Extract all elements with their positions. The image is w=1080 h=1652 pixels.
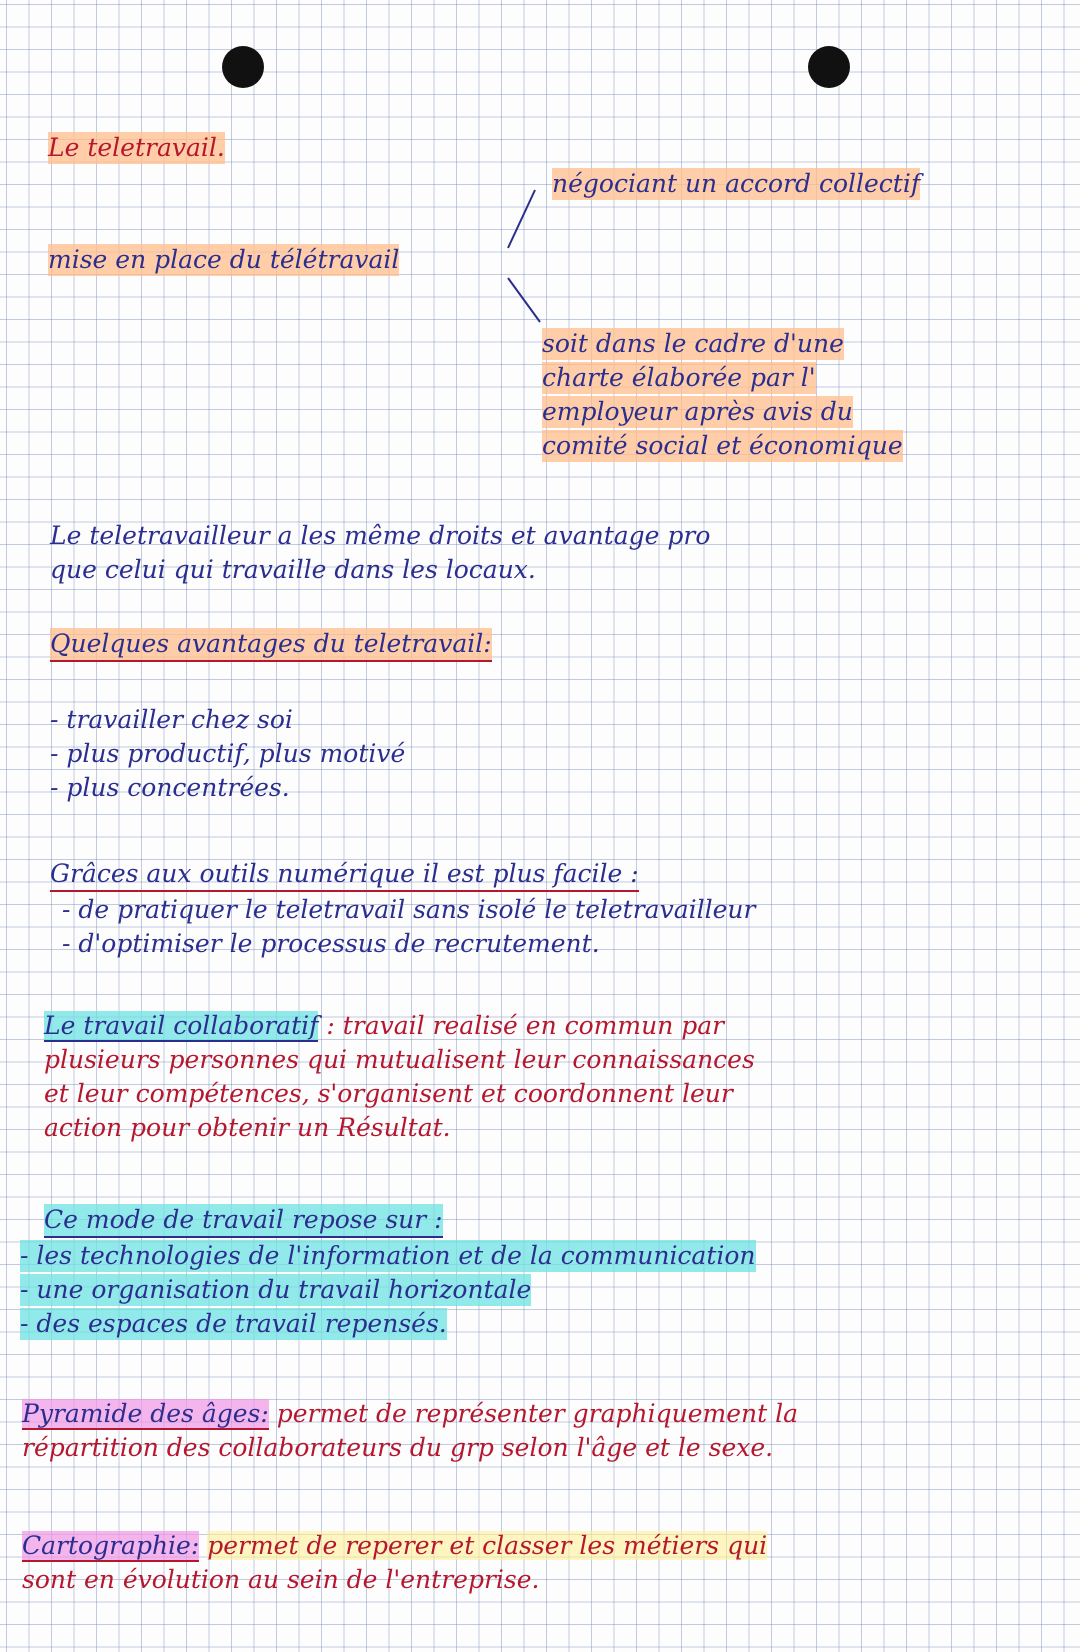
carto-term: Cartographie: xyxy=(22,1531,200,1560)
collab-first-line xyxy=(44,1010,724,1042)
pyramid-definition-line: répartition des collaborateurs du grp selon l'âge et le sexe. xyxy=(22,1433,774,1462)
branch-option-charte-line: charte élaborée par l' xyxy=(542,363,816,392)
mode-item: - les technologies de l'information et de la communication xyxy=(20,1241,756,1270)
collab-definition-line: action pour obtenir un Résultat. xyxy=(44,1113,451,1142)
mode-item: - une organisation du travail horizontale xyxy=(20,1275,532,1304)
advantages-heading: Quelques avantages du teletravail: xyxy=(50,628,492,662)
carto-definition-line: permet de reperer et classer les métiers qui xyxy=(207,1531,768,1560)
branch-root: mise en place du télétravail xyxy=(48,245,400,274)
branch-option-accord: négociant un accord collectif xyxy=(552,169,921,198)
digital-item: - d'optimiser le processus de recrutement. xyxy=(62,929,600,958)
digital-item: - de pratiquer le teletravail sans isolé le teletravailleur xyxy=(62,895,756,924)
mode-item: - des espaces de travail repensés. xyxy=(20,1309,447,1338)
branch-option-charte-line: employeur après avis du xyxy=(542,397,853,426)
advantage-item: - plus productif, plus motivé xyxy=(50,739,406,768)
branch-option-charte-line: soit dans le cadre d'une xyxy=(542,329,844,358)
carto-definition-line: sont en évolution au sein de l'entreprise. xyxy=(22,1565,540,1594)
advantage-item: - travailler chez soi xyxy=(50,705,293,734)
pyramid-term: Pyramide des âges: xyxy=(22,1399,269,1428)
rights-text-line: Le teletravailleur a les même droits et avantage pro xyxy=(50,521,711,550)
advantage-item: - plus concentrées. xyxy=(50,773,290,802)
rights-text-line: que celui qui travaille dans les locaux. xyxy=(50,555,536,584)
carto-first-line xyxy=(22,1530,767,1562)
page-title: Le teletravail. xyxy=(48,133,225,162)
branch-option-charte-line: comité social et économique xyxy=(542,431,903,460)
collab-definition-line: plusieurs personnes qui mutualisent leur connaissances xyxy=(44,1045,755,1074)
collab-term: Le travail collaboratif xyxy=(44,1011,319,1040)
digital-heading: Grâces aux outils numérique il est plus facile : xyxy=(50,858,639,892)
pyramid-definition-line: permet de représenter graphiquement la xyxy=(276,1399,799,1428)
pyramid-first-line xyxy=(22,1398,798,1430)
collab-definition-line: : travail realisé en commun par xyxy=(326,1011,725,1040)
collab-definition-line: et leur compétences, s'organisent et coordonnent leur xyxy=(44,1079,733,1108)
mode-heading: Ce mode de travail repose sur : xyxy=(44,1204,443,1238)
